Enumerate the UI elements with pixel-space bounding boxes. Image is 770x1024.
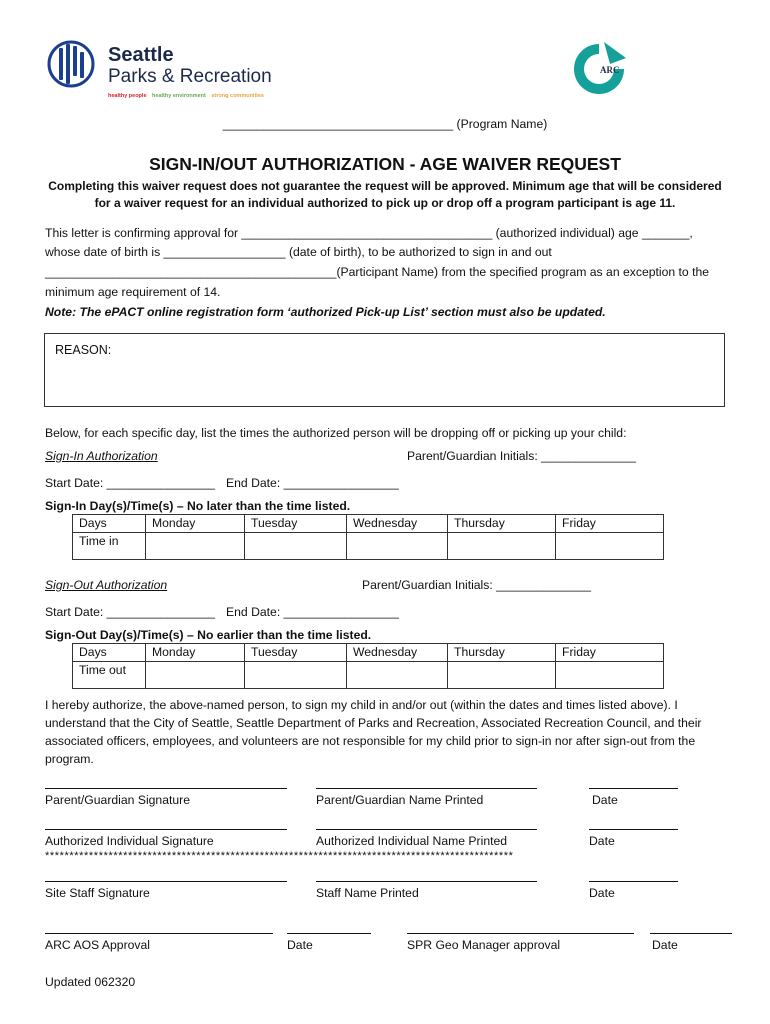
days-label: Days [73, 644, 146, 662]
tagline-1: healthy people [108, 93, 147, 99]
letter-line-4: minimum age requirement of 14. [45, 285, 221, 299]
day-header: Wednesday [347, 515, 448, 533]
auth-date-line[interactable] [589, 829, 678, 830]
auth-signature-label: Authorized Individual Signature [45, 834, 214, 848]
parent-name-label: Parent/Guardian Name Printed [316, 793, 484, 807]
authorization-line-1: I hereby authorize, the above-named person, to sign my child in and/or out (within the dates and times listed above). I [45, 698, 678, 712]
sign-out-start-date[interactable]: Start Date: ________________ [45, 605, 216, 619]
staff-name-line[interactable] [316, 881, 537, 882]
time-cell[interactable] [556, 662, 664, 689]
arc-logo-text: ARC [600, 65, 620, 75]
time-cell[interactable] [448, 662, 556, 689]
parent-date-label: Date [592, 793, 618, 807]
parent-name-line[interactable] [316, 788, 537, 789]
reason-label: REASON: [55, 343, 112, 357]
authorization-line-2: understand that the City of Seattle, Seattle Department of Parks and Recreation, Associated Recreation Council, and their [45, 716, 702, 730]
time-cell[interactable] [146, 533, 245, 560]
staff-date-line[interactable] [589, 881, 678, 882]
sign-in-table-title: Sign-In Day(s)/Time(s) – No later than the time listed. [45, 499, 351, 513]
instructions-text: Below, for each specific day, list the times the authorized person will be dropping off or picking up your child: [45, 426, 627, 440]
star-divider: ************************************************************************************************ [45, 850, 514, 862]
auth-name-line[interactable] [316, 829, 537, 830]
days-label: Days [73, 515, 146, 533]
spr-date-line[interactable] [650, 933, 732, 934]
subtitle-line-2: for a waiver request for an individual authorized to pick up or drop off a program participant is age 11. [94, 196, 676, 210]
spr-approval-line[interactable] [407, 933, 634, 934]
row-label: Time out [73, 662, 146, 689]
page-title: SIGN-IN/OUT AUTHORIZATION - AGE WAIVER REQUEST [149, 154, 621, 174]
auth-signature-line[interactable] [45, 829, 287, 830]
time-cell[interactable] [347, 662, 448, 689]
site-staff-line[interactable] [45, 881, 287, 882]
parent-signature-label: Parent/Guardian Signature [45, 793, 190, 807]
site-staff-label: Site Staff Signature [45, 886, 150, 900]
day-header: Tuesday [245, 515, 347, 533]
parent-signature-line[interactable] [45, 788, 287, 789]
footer-updated: Updated 062320 [45, 975, 136, 989]
day-header: Wednesday [347, 644, 448, 662]
time-cell[interactable] [448, 533, 556, 560]
sign-in-table [72, 514, 664, 560]
tagline-2: healthy environment [152, 93, 206, 99]
time-cell[interactable] [556, 533, 664, 560]
sign-out-table [72, 643, 664, 689]
table-row [73, 662, 664, 689]
sign-in-start-date[interactable]: Start Date: ________________ [45, 476, 216, 490]
time-cell[interactable] [347, 533, 448, 560]
row-label: Time in [73, 533, 146, 560]
auth-date-label: Date [589, 834, 615, 848]
staff-name-label: Staff Name Printed [316, 886, 419, 900]
org-name-line1: Seattle [108, 44, 174, 66]
day-header: Thursday [448, 515, 556, 533]
time-cell[interactable] [245, 533, 347, 560]
parent-date-line[interactable] [589, 788, 678, 789]
arc-approval-line[interactable] [45, 933, 273, 934]
letter-line-2: whose date of birth is __________________ (date of birth), to be authorized to sign in and out [45, 245, 552, 259]
sign-out-table-title: Sign-Out Day(s)/Time(s) – No earlier than the time listed. [45, 628, 372, 642]
org-name-line2: Parks & Recreation [108, 66, 272, 87]
day-header: Friday [556, 644, 664, 662]
table-row [73, 644, 664, 662]
sign-in-initials[interactable]: Parent/Guardian Initials: ______________ [407, 449, 637, 463]
sign-out-initials[interactable]: Parent/Guardian Initials: ______________ [362, 578, 592, 592]
authorization-line-4: program. [45, 752, 94, 766]
sign-out-heading: Sign-Out Authorization [45, 578, 168, 592]
arc-approval-label: ARC AOS Approval [45, 938, 150, 952]
seattle-parks-logo [46, 36, 296, 102]
spr-approval-label: SPR Geo Manager approval [407, 938, 561, 952]
letter-line-1: This letter is confirming approval for _____________________________________ (authorized individual) age _______, [45, 226, 693, 240]
time-cell[interactable] [146, 662, 245, 689]
auth-name-label: Authorized Individual Name Printed [316, 834, 508, 848]
arc-logo [570, 40, 628, 98]
arc-date-label: Date [287, 938, 313, 952]
day-header: Monday [146, 644, 245, 662]
subtitle-line-1: Completing this waiver request does not guarantee the request will be approved. Minimum age that will be considered [48, 179, 722, 193]
note-text: Note: The ePACT online registration form ‘authorized Pick-up List’ section must also be updated. [45, 305, 606, 319]
day-header: Friday [556, 515, 664, 533]
authorization-line-3: associated officers, employees, and volunteers are not responsible for my child prior to sign-in nor after sign-out from the [45, 734, 696, 748]
reason-box[interactable] [44, 333, 725, 407]
sign-in-heading: Sign-In Authorization [45, 449, 158, 463]
table-row [73, 515, 664, 533]
spr-date-label: Date [652, 938, 678, 952]
time-cell[interactable] [245, 662, 347, 689]
day-header: Thursday [448, 644, 556, 662]
program-name-line: __________________________________ (Program Name) [222, 117, 548, 131]
tagline-3: strong communities [211, 93, 264, 99]
arc-date-line[interactable] [287, 933, 371, 934]
table-row [73, 533, 664, 560]
day-header: Monday [146, 515, 245, 533]
staff-date-label: Date [589, 886, 615, 900]
sign-out-end-date[interactable]: End Date: _________________ [226, 605, 399, 619]
letter-line-3: ___________________________________________(Participant Name) from the specified program as an exception to the [45, 265, 710, 279]
svg-text:healthy people healthy env [108, 93, 264, 99]
sign-in-end-date[interactable]: End Date: _________________ [226, 476, 399, 490]
day-header: Tuesday [245, 644, 347, 662]
